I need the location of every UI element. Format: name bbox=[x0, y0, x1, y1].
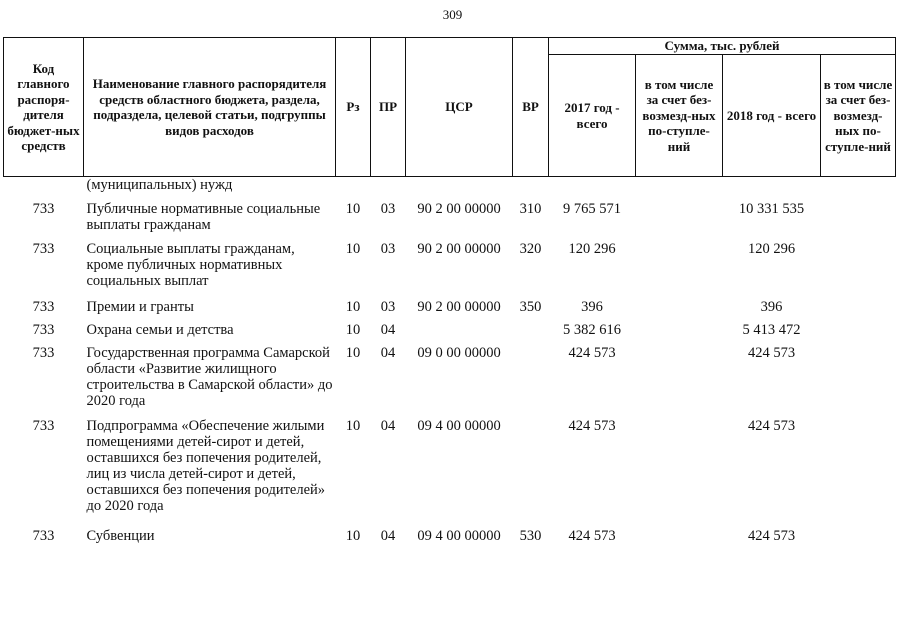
cell-rz: 10 bbox=[345, 344, 361, 361]
header-csr: ЦСР bbox=[406, 38, 513, 177]
cell-2018-total: 120 296 bbox=[747, 240, 796, 257]
cell-code: 733 bbox=[32, 527, 55, 544]
cell-name: Подпрограмма «Обеспечение жилыми помещениями детей-сирот и детей, оставшихся без попечения родителей, лиц из числа детей-сирот и детей, оставшихся без попечения родителей» до 2020 года bbox=[86, 417, 326, 514]
header-2018-total: 2018 год - всего bbox=[723, 55, 821, 177]
cell-rz: 10 bbox=[345, 417, 361, 434]
cell-pr: 04 bbox=[380, 417, 396, 434]
cell-name: Публичные нормативные социальные выплаты гражданам bbox=[86, 200, 321, 233]
cell-code: 733 bbox=[32, 240, 55, 257]
cell-2018-gratuitous bbox=[821, 299, 896, 322]
cell-2018-total bbox=[723, 177, 821, 201]
cell-2017-gratuitous bbox=[636, 177, 723, 201]
cell-vr bbox=[513, 345, 549, 418]
cell-code: 733 bbox=[32, 344, 55, 361]
cell-2017-total: 396 bbox=[581, 298, 603, 315]
cell-rz: 10 bbox=[345, 200, 361, 217]
cell-rz: 10 bbox=[345, 240, 361, 257]
header-2018-gratuitous: в том числе за счет без-возмезд-ных по-ступле-ний bbox=[821, 55, 896, 177]
cell-csr: 90 2 00 00000 bbox=[417, 298, 501, 315]
cell-name: Охрана семьи и детства bbox=[86, 321, 234, 338]
table-body bbox=[4, 177, 896, 552]
cell-2018-gratuitous bbox=[821, 418, 896, 528]
cell-pr: 03 bbox=[380, 200, 396, 217]
cell-vr: 530 bbox=[519, 527, 542, 544]
cell-2017-total: 5 382 616 bbox=[563, 321, 621, 338]
cell-rz: 10 bbox=[345, 527, 361, 544]
table-row bbox=[4, 299, 896, 322]
cell-vr bbox=[513, 322, 549, 345]
cell-rz: 10 bbox=[345, 298, 361, 315]
cell-2018-gratuitous bbox=[821, 528, 896, 552]
cell-2017-gratuitous bbox=[636, 201, 723, 241]
cell-pr bbox=[371, 177, 406, 201]
cell-name: Государственная программа Самарской области «Развитие жилищного строительства в Самарской области» до 2020 года bbox=[86, 344, 333, 409]
cell-code: 733 bbox=[32, 298, 55, 315]
header-vr: ВР bbox=[513, 38, 549, 177]
table-row bbox=[4, 345, 896, 418]
cell-csr: 90 2 00 00000 bbox=[417, 200, 501, 217]
budget-table bbox=[3, 37, 896, 552]
cell-2017-total bbox=[549, 177, 636, 201]
cell-2018-total: 424 573 bbox=[747, 417, 796, 434]
cell-2018-gratuitous bbox=[821, 345, 896, 418]
cell-2017-total: 424 573 bbox=[568, 344, 616, 361]
cell-2017-gratuitous bbox=[636, 418, 723, 528]
cell-2018-gratuitous bbox=[821, 177, 896, 201]
cell-code: 733 bbox=[32, 200, 55, 217]
cell-rz bbox=[336, 177, 371, 201]
cell-csr bbox=[406, 322, 513, 345]
cell-2017-total: 120 296 bbox=[568, 240, 616, 257]
cell-code: 733 bbox=[32, 321, 55, 338]
cell-2018-total: 424 573 bbox=[747, 527, 796, 544]
cell-2018-total: 424 573 bbox=[747, 344, 796, 361]
table-row bbox=[4, 528, 896, 552]
header-name: Наименование главного распорядителя средств областного бюджета, раздела, подраздела, целевой статьи, подгруппы видов расходов bbox=[84, 38, 336, 177]
header-2017-gratuitous: в том числе за счет без-возмезд-ных по-ступле-ний bbox=[636, 55, 723, 177]
cell-vr: 350 bbox=[519, 298, 542, 315]
cell-2018-total: 396 bbox=[760, 298, 783, 315]
table-row bbox=[4, 201, 896, 241]
cell-2017-total: 424 573 bbox=[568, 527, 616, 544]
cell-pr: 04 bbox=[380, 527, 396, 544]
cell-2017-gratuitous bbox=[636, 345, 723, 418]
cell-2018-total: 5 413 472 bbox=[742, 321, 801, 338]
cell-2017-gratuitous bbox=[636, 241, 723, 299]
cell-csr: 09 4 00 00000 bbox=[417, 527, 501, 544]
cell-pr: 04 bbox=[380, 321, 396, 338]
cell-pr: 03 bbox=[380, 298, 396, 315]
cell-2017-gratuitous bbox=[636, 528, 723, 552]
cell-vr bbox=[513, 418, 549, 528]
cell-2017-total: 424 573 bbox=[568, 417, 616, 434]
cell-name: Субвенции bbox=[86, 527, 155, 544]
cell-2018-gratuitous bbox=[821, 201, 896, 241]
cell-2017-gratuitous bbox=[636, 322, 723, 345]
cell-rz: 10 bbox=[345, 321, 361, 338]
cell-code bbox=[4, 177, 84, 201]
cell-2017-total: 9 765 571 bbox=[563, 200, 621, 217]
cell-2018-total: 10 331 535 bbox=[738, 200, 805, 217]
cell-pr: 04 bbox=[380, 344, 396, 361]
cell-2017-gratuitous bbox=[636, 299, 723, 322]
cell-csr: 90 2 00 00000 bbox=[417, 240, 501, 257]
cell-name: Премии и гранты bbox=[86, 298, 194, 315]
table-header bbox=[4, 38, 896, 177]
cell-name: Социальные выплаты гражданам, кроме публичных нормативных социальных выплат bbox=[86, 240, 295, 289]
cell-csr: 09 4 00 00000 bbox=[417, 417, 501, 434]
cell-2018-gratuitous bbox=[821, 322, 896, 345]
table-row bbox=[4, 322, 896, 345]
table-row bbox=[4, 418, 896, 528]
cell-vr bbox=[513, 177, 549, 201]
header-2017-total: 2017 год - всего bbox=[549, 55, 636, 177]
header-code: Код главного распоря-дителя бюджет-ных средств bbox=[4, 38, 84, 177]
header-rz: Рз bbox=[336, 38, 371, 177]
cell-2018-gratuitous bbox=[821, 241, 896, 299]
cell-csr: 09 0 00 00000 bbox=[417, 344, 501, 361]
cell-vr: 310 bbox=[519, 200, 542, 217]
cell-name: (муниципальных) нужд bbox=[86, 177, 233, 193]
header-pr: ПР bbox=[371, 38, 406, 177]
cell-code: 733 bbox=[32, 417, 55, 434]
table-row bbox=[4, 241, 896, 299]
cell-vr: 320 bbox=[519, 240, 542, 257]
table-row bbox=[4, 177, 896, 201]
cell-csr bbox=[406, 177, 513, 201]
cell-pr: 03 bbox=[380, 240, 396, 257]
page-number: 309 bbox=[442, 7, 463, 22]
header-sum: Сумма, тыс. рублей bbox=[549, 38, 896, 55]
